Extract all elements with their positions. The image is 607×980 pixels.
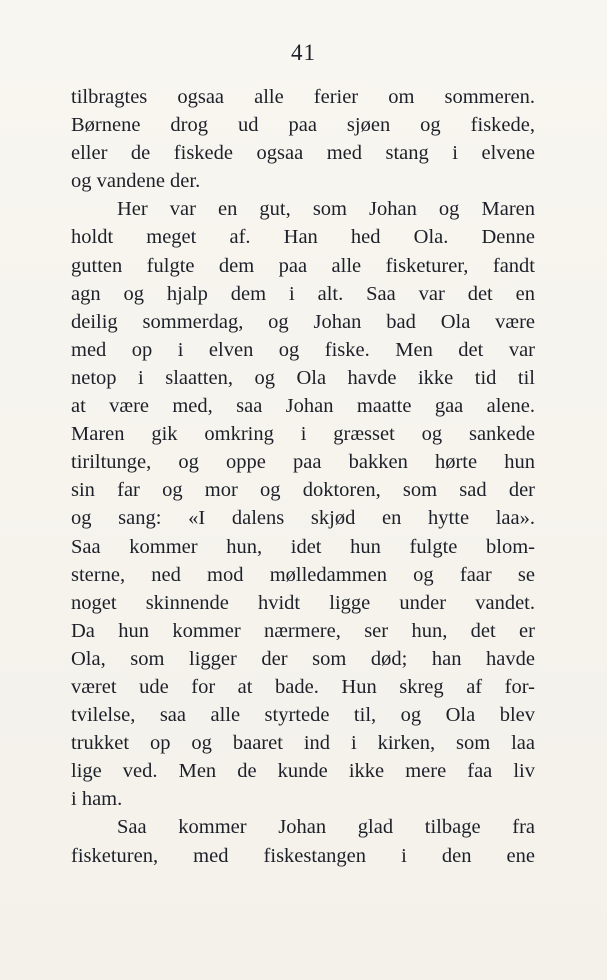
text-line: sterne, ned mod mølledammen og faar se	[71, 563, 535, 586]
text-line: Børnene drog ud paa sjøen og fiskede,	[71, 114, 535, 137]
text-line: agn og hjalp dem i alt. Saa var det en	[71, 282, 535, 305]
text-line: Maren gik omkring i græsset og sankede	[71, 423, 535, 446]
text-line: fisketuren, med fiskestangen i den ene	[71, 844, 535, 867]
text-line: sin far og mor og doktoren, som sad der	[71, 479, 535, 502]
text-line: lige ved. Men de kunde ikke mere faa liv	[71, 760, 535, 783]
text-line: gutten fulgte dem paa alle fisketurer, fandt	[71, 254, 535, 277]
text-line: og vandene der.	[71, 170, 201, 193]
text-line: noget skinnende hvidt ligge under vandet.	[71, 591, 535, 614]
text-line: tilbragtes ogsaa alle ferier om sommeren.	[71, 86, 535, 108]
text-line: holdt meget af. Han hed Ola. Denne	[71, 226, 535, 249]
text-line: at være med, saa Johan maatte gaa alene.	[71, 395, 535, 418]
text-line: tvilelse, saa alle styrtede til, og Ola blev	[71, 704, 535, 727]
text-line: Her var en gut, som Johan og Maren	[117, 198, 535, 221]
text-line: Saa kommer hun, idet hun fulgte blom-	[71, 535, 535, 558]
text-line: Saa kommer Johan glad tilbage fra	[117, 816, 535, 839]
page-number: 41	[291, 40, 316, 65]
text-line: Da hun kommer nærmere, ser hun, det er	[71, 619, 535, 642]
text-line: tiriltunge, og oppe paa bakken hørte hun	[71, 451, 535, 474]
text-line: i ham.	[71, 788, 123, 811]
text-line: været ude for at bade. Hun skreg af for-	[71, 675, 535, 698]
text-line: og sang: «I dalens skjød en hytte laa».	[71, 507, 535, 530]
text-line: Ola, som ligger der som død; han havde	[71, 647, 535, 670]
body-text	[71, 83, 535, 870]
text-line: deilig sommerdag, og Johan bad Ola være	[71, 310, 535, 333]
text-line: trukket op og baaret ind i kirken, som laa	[71, 732, 535, 755]
text-line: med op i elven og fiske. Men det var	[71, 338, 535, 361]
text-line: netop i slaatten, og Ola havde ikke tid til	[71, 366, 535, 389]
text-line: eller de fiskede ogsaa med stang i elvene	[71, 142, 535, 165]
